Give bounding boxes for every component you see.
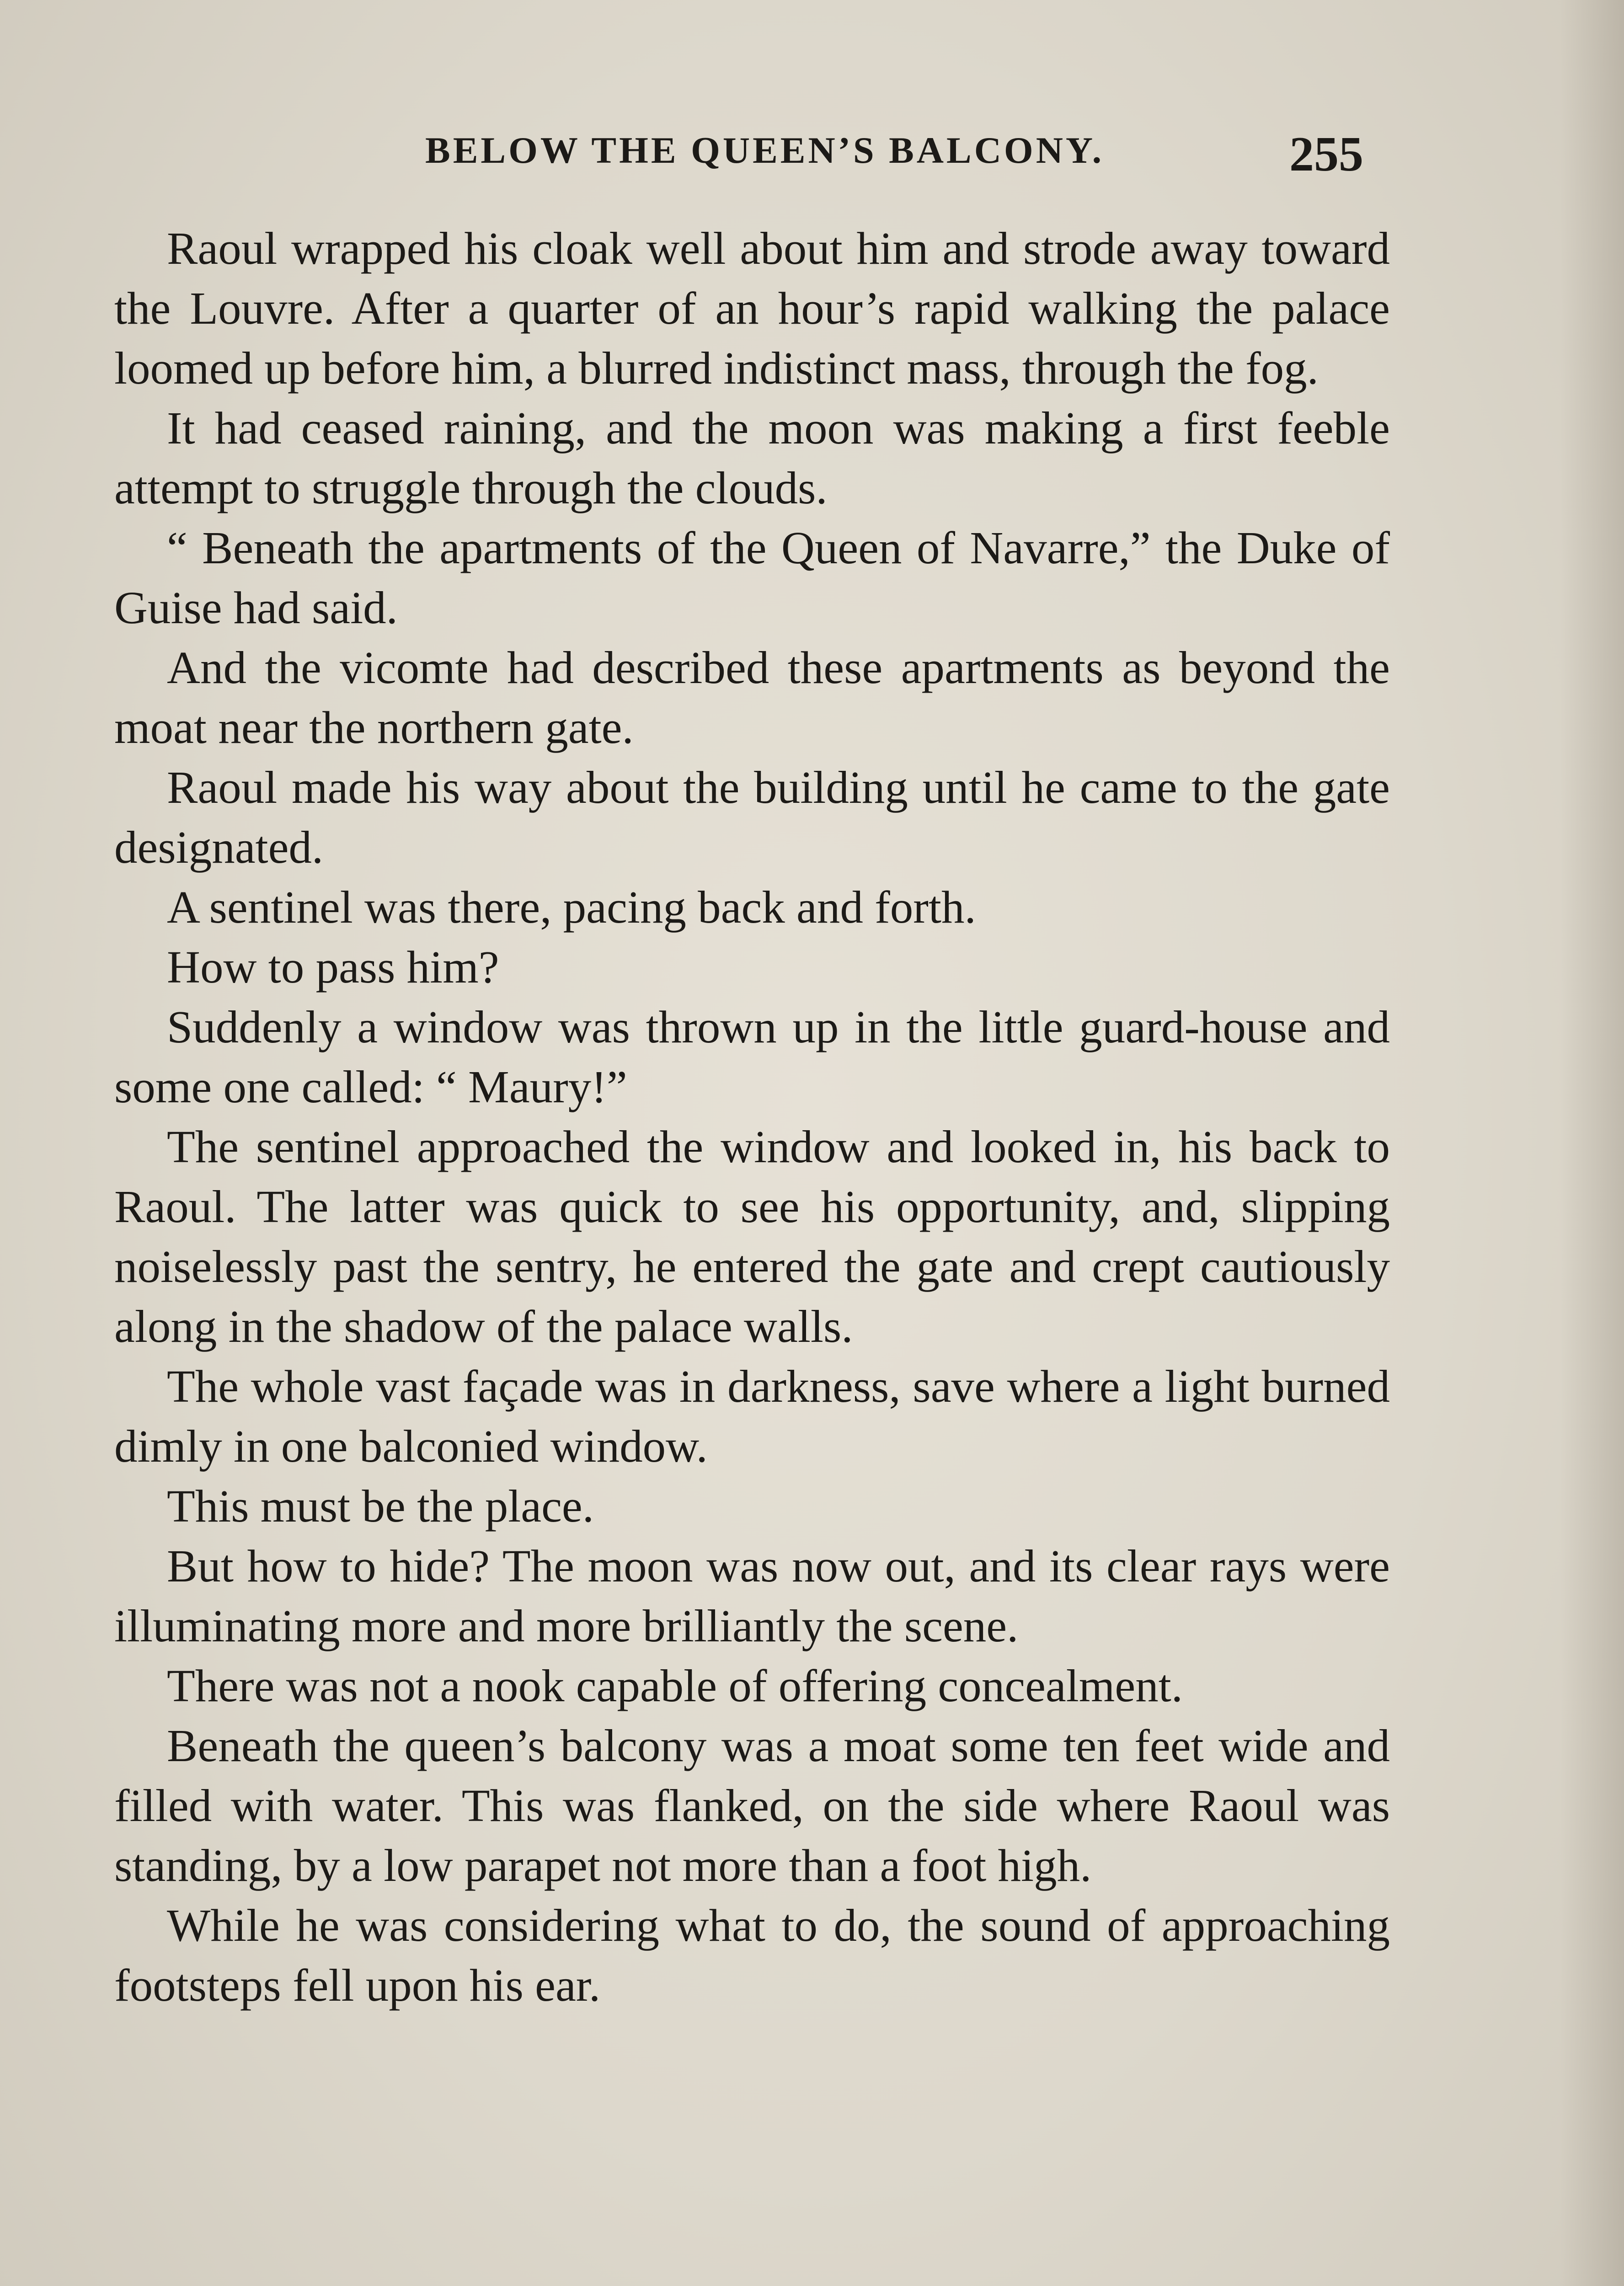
paragraph: “ Beneath the apartments of the Queen of Navarre,” the Duke of Guise had said. bbox=[114, 522, 1390, 633]
paragraph: Beneath the queen’s balcony was a moat some ten feet wide and filled with water. This was flanked, on the side where Raoul was standing, by a low parapet not more than a foot high. bbox=[114, 1720, 1390, 1891]
paragraph: Raoul wrapped his cloak well about him and strode away toward the Louvre. After a quarter of an hour’s rapid walking the palace loomed up before him, a blurred indistinct mass, through the fog. bbox=[114, 223, 1390, 394]
paragraph: The sentinel approached the window and looked in, his back to Raoul. The latter was quick to see his opportunity, and, slipping noiselessly past the sentry, he entered the gate and crept cautiously along in the shadow of the palace walls. bbox=[114, 1121, 1390, 1352]
paragraph: This must be the place. bbox=[167, 1480, 594, 1532]
paragraph: Raoul made his way about the building until he came to the gate designated. bbox=[114, 762, 1390, 873]
body-text bbox=[114, 219, 1390, 2015]
paragraph: And the vicomte had described these apartments as beyond the moat near the northern gate. bbox=[114, 642, 1390, 753]
paragraph: There was not a nook capable of offering concealment. bbox=[167, 1660, 1183, 1711]
paragraph: It had ceased raining, and the moon was making a first feeble attempt to struggle through the clouds. bbox=[114, 402, 1390, 513]
running-title: BELOW THE QUEEN’S BALCONY. bbox=[425, 129, 1105, 171]
paragraph: A sentinel was there, pacing back and forth. bbox=[167, 881, 976, 933]
paragraph: How to pass him? bbox=[167, 941, 499, 993]
paragraph: Suddenly a window was thrown up in the little guard-house and some one called: “ Maury!” bbox=[114, 1001, 1390, 1112]
page-edge-shadow bbox=[1560, 0, 1624, 2286]
page-number: 255 bbox=[1289, 127, 1363, 182]
paragraph: The whole vast façade was in darkness, save where a light burned dimly in one balconied window. bbox=[114, 1361, 1390, 1472]
paragraph: But how to hide? The moon was now out, and its clear rays were illuminating more and more brilliantly the scene. bbox=[114, 1540, 1390, 1651]
paragraph: While he was considering what to do, the sound of approaching footsteps fell upon his ear. bbox=[114, 1900, 1390, 2011]
